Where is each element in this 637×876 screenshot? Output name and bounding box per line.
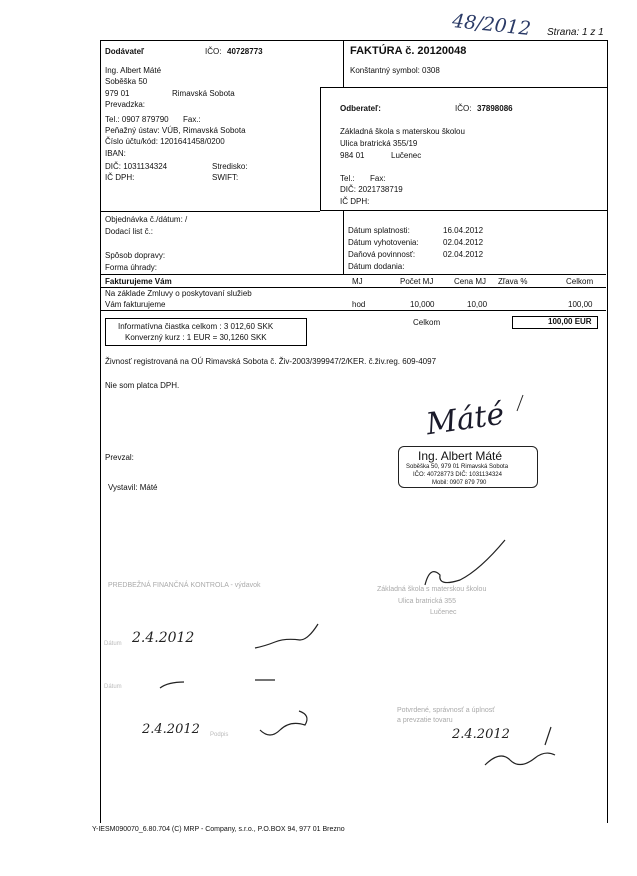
customer-zip: 984 01 bbox=[340, 151, 365, 160]
control-date-label-1: Dátum bbox=[104, 641, 122, 647]
col-header-description: Fakturujeme Vám bbox=[105, 277, 172, 286]
total-label: Celkom bbox=[413, 318, 441, 327]
stamp-line2: IČO: 40728773 DIČ: 1031134324 bbox=[413, 472, 502, 478]
registration-note: Živnosť registrovaná na OÚ Rimavská Sobota č. Živ-2003/399947/2/KER. č.živ.reg. 609-4097 bbox=[105, 357, 437, 366]
supplier-ic-dph: IČ DPH: bbox=[105, 173, 135, 182]
control-date-1: 2.4.2012 bbox=[132, 630, 195, 646]
order-number: Objednávka č./dátum: / bbox=[105, 215, 188, 224]
supplier-swift: SWIFT: bbox=[212, 173, 239, 182]
due-date-label: Dátum splatnosti: bbox=[348, 226, 410, 235]
item-description-line: Na základe Zmluvy o poskytovaní služieb bbox=[105, 289, 252, 298]
supplier-center: Stredisko: bbox=[212, 162, 248, 171]
customer-dic: DIČ: 2021738719 bbox=[340, 185, 403, 194]
school-signature bbox=[425, 540, 505, 585]
stamp-line1: Soběška 50, 979 01 Rimavská Sobota bbox=[406, 464, 509, 470]
supplier-street: Soběška 50 bbox=[105, 77, 148, 86]
tax-date-label: Daňová povinnosť: bbox=[348, 250, 416, 259]
col-header-qty: Počet MJ bbox=[400, 277, 434, 286]
supplier-ico-label: IČO: bbox=[205, 47, 222, 56]
school-stamp-line2: Ulica bratrická 355 bbox=[398, 598, 456, 605]
approval-line1: Potvrdené, správnosť a úplnosť bbox=[397, 707, 495, 714]
supplier-dic: DIČ: 1031134324 bbox=[105, 162, 168, 171]
issue-date: 02.04.2012 bbox=[443, 238, 484, 247]
supplier-label: Dodávateľ bbox=[105, 47, 145, 56]
row-total: 100,00 bbox=[568, 300, 593, 309]
received-by-label: Prevzal: bbox=[105, 453, 134, 462]
supplier-account: Číslo účtu/kód: 1201641458/0200 bbox=[105, 137, 225, 146]
control-date-label-2: Dátum bbox=[104, 684, 122, 690]
customer-ico: 37898086 bbox=[477, 104, 513, 113]
info-amount-line2: Konverzný kurz : 1 EUR = 30,1260 SKK bbox=[125, 333, 267, 342]
tax-date: 02.04.2012 bbox=[443, 250, 484, 259]
row-price: 10,00 bbox=[467, 300, 488, 309]
row-unit: hod bbox=[352, 300, 366, 309]
customer-phone: Tel.: bbox=[340, 174, 355, 183]
page-counter: Strana: 1 z 1 bbox=[547, 27, 604, 38]
due-date: 16.04.2012 bbox=[443, 226, 484, 235]
signature-scribble-2 bbox=[160, 680, 275, 688]
customer-city: Lučenec bbox=[391, 151, 422, 160]
total-value: 100,00 EUR bbox=[548, 317, 592, 326]
supplier-signature: Máté bbox=[423, 396, 507, 443]
supplier-fax: Fax.: bbox=[183, 115, 201, 124]
customer-fax: Fax: bbox=[370, 174, 386, 183]
approval-line2: a prevzatie tovaru bbox=[397, 717, 453, 724]
col-header-discount: Zľava % bbox=[498, 277, 528, 286]
col-header-total: Celkom bbox=[566, 277, 594, 286]
invoice-title: FAKTÚRA č. 20120048 bbox=[350, 45, 467, 57]
customer-name: Základná škola s materskou školou bbox=[340, 127, 465, 136]
supplier-phone: Tel.: 0907 879790 bbox=[105, 115, 169, 124]
stamp-name: Ing. Albert Máté bbox=[418, 449, 503, 463]
school-stamp-line1: Základná škola s materskou školou bbox=[377, 586, 487, 593]
school-stamp-line3: Lučenec bbox=[430, 609, 457, 616]
supplier-zip: 979 01 bbox=[105, 89, 130, 98]
row-text: Vám fakturujeme bbox=[105, 300, 166, 309]
customer-ico-label: IČO: bbox=[455, 104, 472, 113]
vat-note: Nie som platca DPH. bbox=[105, 381, 180, 390]
col-header-unit: MJ bbox=[352, 277, 363, 286]
approval-date: 2.4.2012 bbox=[452, 727, 510, 742]
customer-ic-dph: IČ DPH: bbox=[340, 197, 370, 206]
signature-scribble-3 bbox=[260, 711, 307, 735]
control-stamp-title: PREDBEŽNÁ FINANČNÁ KONTROLA - výdavok bbox=[108, 582, 261, 589]
col-header-price: Cena MJ bbox=[454, 277, 487, 286]
supplier-ico: 40728773 bbox=[227, 47, 263, 56]
issue-date-label: Dátum vyhotovenia: bbox=[348, 238, 419, 247]
delivery-date-label: Dátum dodania: bbox=[348, 262, 405, 271]
supplier-bank: Peňažný ústav: VÚB, Rimavská Sobota bbox=[105, 126, 246, 135]
customer-label: Odberateľ: bbox=[340, 104, 381, 113]
control-date-2: 2.4.2012 bbox=[142, 722, 200, 737]
control-sign-label: Podpis bbox=[210, 732, 229, 738]
payment-form: Forma úhrady: bbox=[105, 263, 158, 272]
signature-scribble-1 bbox=[255, 624, 318, 648]
issued-by-label: Vystavil: Máté bbox=[108, 483, 158, 492]
customer-street: Ulica bratrická 355/19 bbox=[340, 139, 418, 148]
footer-software: Y-IESM090070_6.80.704 (C) MRP - Company, s.r.o., P.O.BOX 94, 977 01 Brezno bbox=[92, 826, 345, 833]
stamp-line3: Mobil: 0907 879 790 bbox=[432, 480, 487, 486]
handwritten-invoice-number: 48/2012 bbox=[451, 9, 532, 41]
transport-method: Spôsob dopravy: bbox=[105, 251, 166, 260]
row-qty: 10,000 bbox=[410, 300, 435, 309]
supplier-iban: IBAN: bbox=[105, 149, 126, 158]
info-amount-line1: Informatívna čiastka celkom : 3 012,60 SKK bbox=[118, 322, 274, 331]
supplier-signature-tail bbox=[517, 395, 523, 411]
supplier-city: Rimavská Sobota bbox=[172, 89, 235, 98]
supplier-name: Ing. Albert Máté bbox=[105, 66, 162, 75]
constant-symbol: Konštantný symbol: 0308 bbox=[350, 66, 440, 75]
delivery-note: Dodací list č.: bbox=[105, 227, 154, 236]
supplier-establishment: Prevadzka: bbox=[105, 100, 146, 109]
approval-signature bbox=[485, 727, 555, 765]
